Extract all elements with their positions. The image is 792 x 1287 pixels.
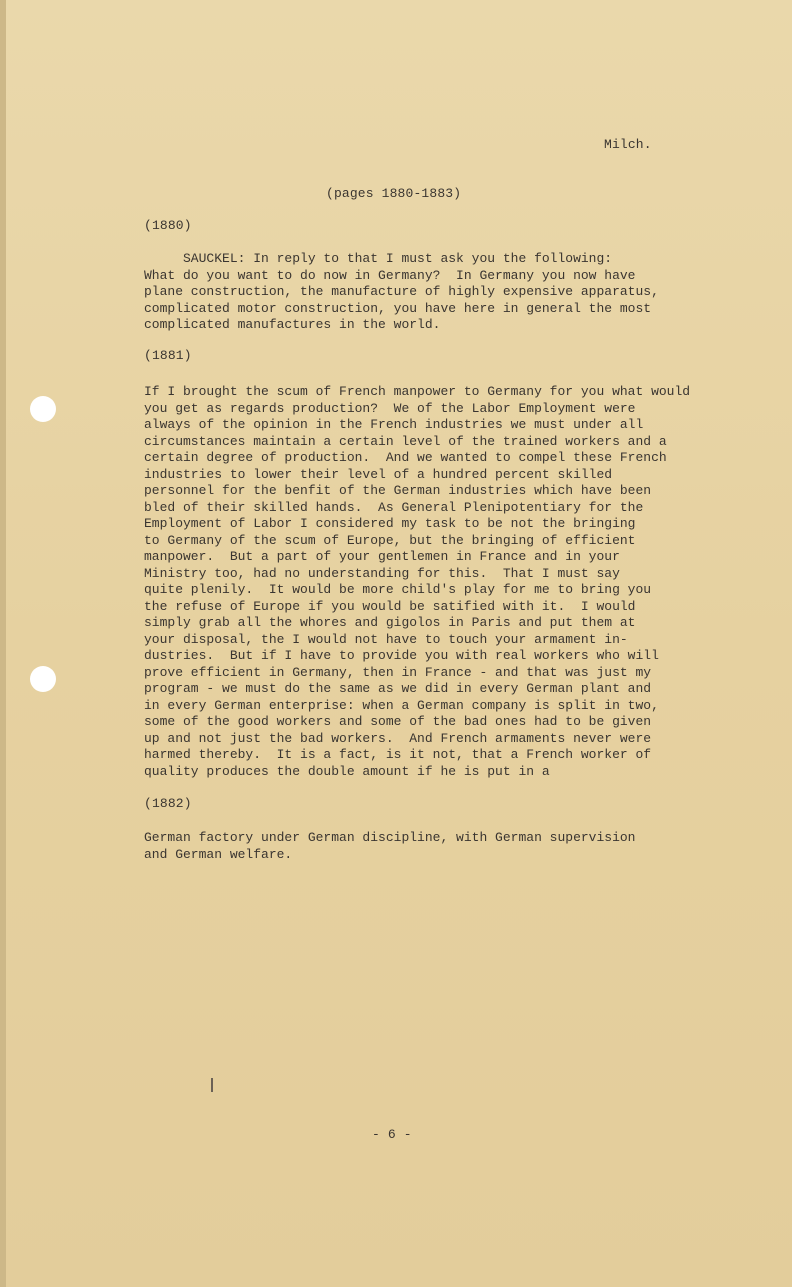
text-line: Ministry too, had no understanding for this. That I must say: [144, 565, 620, 581]
punch-hole-bottom: [30, 666, 56, 692]
text-line: circumstances maintain a certain level of the trained workers and a: [144, 433, 667, 449]
paragraph-1881: [144, 384, 690, 780]
page-number: - 6 -: [372, 1127, 412, 1142]
text-line: up and not just the bad workers. And French armaments never were: [144, 730, 652, 746]
text-line: personnel for the benfit of the German industries which have been: [144, 483, 652, 498]
text-line: German factory under German discipline, with German supervision: [144, 830, 636, 845]
text-line: simply grab all the whores and gigolos in Paris and put them at: [144, 615, 636, 630]
text-line: and German welfare.: [144, 846, 293, 862]
text-line: Employment of Labor I considered my task to be not the bringing: [144, 516, 636, 531]
text-line: prove efficient in Germany, then in France - and that was just my: [144, 664, 652, 680]
text-line: If I brought the scum of French manpower to Germany for you what would: [144, 384, 691, 399]
page-marker-1882: (1882): [144, 796, 192, 811]
text-line: harmed thereby. It is a fact, is it not, that a French worker of: [144, 747, 652, 762]
text-line: the refuse of Europe if you would be satified with it. I would: [144, 598, 636, 614]
text-line: industries to lower their level of a hundred percent skilled: [144, 466, 613, 482]
punch-hole-top: [30, 396, 56, 422]
paragraph-1882: [144, 830, 635, 863]
page-edge-shadow: [0, 0, 6, 1287]
text-line: dustries. But if I have to provide you with real workers who will: [144, 648, 659, 663]
text-line: some of the good workers and some of the bad ones had to be given: [144, 714, 652, 729]
text-line: to Germany of the scum of Europe, but the bringing of efficient: [144, 532, 636, 548]
stray-mark: [211, 1078, 213, 1092]
text-line: certain degree of production. And we wanted to compel these French: [144, 450, 667, 465]
text-line: manpower. But a part of your gentlemen in France and in your: [144, 549, 620, 564]
page-marker-1881: (1881): [144, 348, 192, 363]
text-line: SAUCKEL: In reply to that I must ask you the following:: [144, 251, 613, 266]
text-line: complicated manufactures in the world.: [144, 317, 441, 332]
text-line: your disposal, the I would not have to touch your armament in-: [144, 631, 628, 647]
text-line: program - we must do the same as we did in every German plant and: [144, 681, 652, 696]
text-line: What do you want to do now in Germany? In Germany you now have: [144, 267, 636, 283]
text-line: in every German enterprise: when a German company is split in two,: [144, 697, 659, 713]
header-name: Milch.: [604, 137, 652, 152]
text-line: you get as regards production? We of the Labor Employment were: [144, 400, 636, 416]
text-line: bled of their skilled hands. As General Plenipotentiary for the: [144, 499, 644, 515]
text-line: quality produces the double amount if he is put in a: [144, 763, 550, 779]
page-marker-1880: (1880): [144, 218, 192, 233]
text-line: complicated motor construction, you have here in general the most: [144, 300, 652, 316]
paragraph-1880: [144, 251, 659, 334]
text-line: always of the opinion in the French industries we must under all: [144, 417, 644, 432]
text-line: quite plenily. It would be more child's play for me to bring you: [144, 582, 652, 597]
text-line: plane construction, the manufacture of highly expensive apparatus,: [144, 284, 659, 299]
pages-title: (pages 1880-1883): [326, 186, 462, 201]
